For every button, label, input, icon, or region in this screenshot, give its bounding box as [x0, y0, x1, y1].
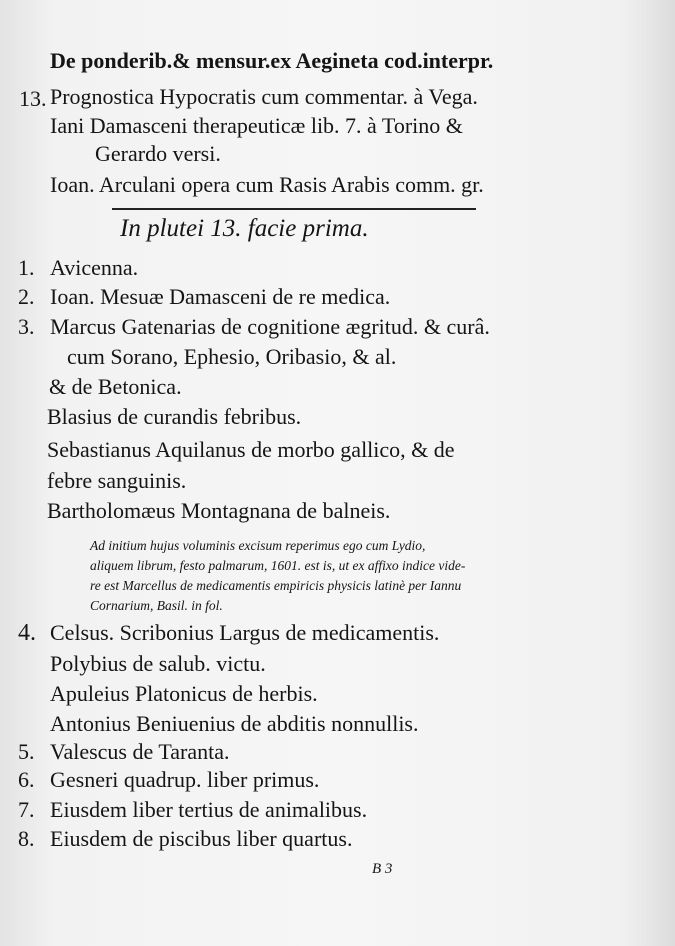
entry-number-4: 4. [18, 620, 36, 646]
margin-note-line-1: Ad initium hujus voluminis excisum reperimus ego cum Lydio, [90, 538, 426, 553]
entry-3-line-7: Bartholomæus Montagnana de balneis. [47, 498, 391, 523]
entry-3-line-1: Marcus Gatenarias de cognitione ægritud. & curâ. [50, 314, 490, 339]
top-line-2: Prognostica Hypocratis cum commentar. à Vega. [50, 84, 478, 109]
entry-4-line-4: Antonius Beniuenius de abditis nonnullis. [50, 711, 419, 736]
entry-number-3: 3. [18, 314, 35, 339]
entry-number-7: 7. [18, 797, 35, 822]
top-line-4: Gerardo versi. [95, 141, 221, 166]
entry-4-line-2: Polybius de salub. victu. [50, 651, 266, 676]
entry-3-line-3: & de Betonica. [49, 374, 182, 399]
entry-5: Valescus de Taranta. [50, 739, 230, 764]
margin-note-line-4: Cornarium, Basil. in fol. [90, 598, 223, 613]
margin-note-line-2: aliquem librum, festo palmarum, 1601. est is, ut ex affixo indice vide- [90, 558, 466, 573]
section-heading: In plutei 13. facie prima. [120, 215, 369, 242]
entry-1: Avicenna. [50, 255, 139, 280]
entry-4-line-1: Celsus. Scribonius Largus de medicamentis. [50, 620, 440, 645]
section-rule [112, 208, 476, 210]
entry-3-line-5: Sebastianus Aquilanus de morbo gallico, & de [47, 437, 455, 462]
entry-6: Gesneri quadrup. liber primus. [50, 767, 320, 792]
entry-number-5: 5. [18, 739, 35, 764]
entry-number-13: 13. [19, 86, 47, 111]
entry-number-1: 1. [18, 255, 35, 280]
entry-2: Ioan. Mesuæ Damasceni de re medica. [50, 284, 391, 309]
entry-3-line-6: febre sanguinis. [47, 468, 187, 493]
entry-number-6: 6. [18, 767, 35, 792]
entry-number-8: 8. [18, 826, 35, 851]
margin-note-line-3: re est Marcellus de medicamentis empiricis physicis latinè per Iannu [90, 578, 462, 593]
entry-3-line-2: cum Sorano, Ephesio, Oribasio, & al. [67, 344, 397, 369]
entry-3-line-4: Blasius de curandis febribus. [47, 404, 302, 429]
entry-4-line-3: Apuleius Platonicus de herbis. [50, 681, 318, 706]
top-line-5: Ioan. Arculani opera cum Rasis Arabis comm. gr. [50, 172, 484, 197]
top-line-3: Iani Damasceni therapeuticæ lib. 7. à Torino & [50, 113, 463, 138]
entry-8: Eiusdem de piscibus liber quartus. [50, 826, 353, 851]
entry-7: Eiusdem liber tertius de animalibus. [50, 797, 368, 822]
signature-mark: B 3 [372, 861, 393, 877]
entry-number-2: 2. [18, 284, 35, 309]
top-line-1: De ponderib.& mensur.ex Aegineta cod.interpr. [50, 48, 494, 73]
